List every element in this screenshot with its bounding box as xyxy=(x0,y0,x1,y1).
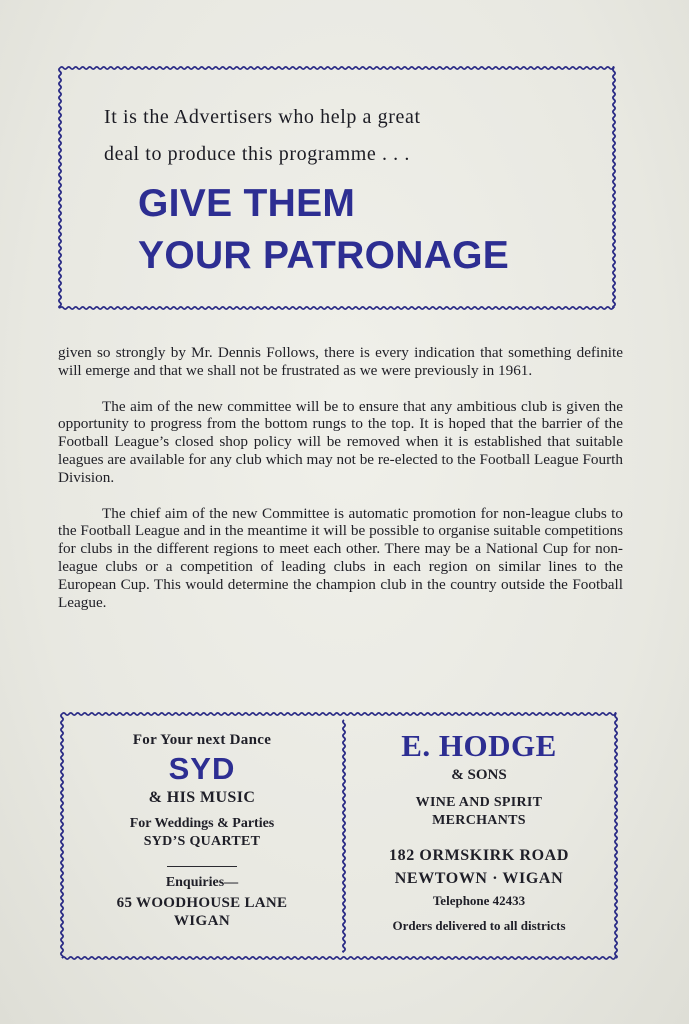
wavy-border-segment xyxy=(343,720,345,952)
syd-subtitle: & HIS MUSIC xyxy=(148,789,256,806)
hodge-name: E. HODGE xyxy=(401,728,557,763)
hodge-delivery: Orders delivered to all districts xyxy=(392,918,566,933)
advertisements-box xyxy=(58,710,620,962)
wavy-border-segment xyxy=(61,714,63,958)
wavy-border-segment xyxy=(615,714,617,958)
wavy-border-segment xyxy=(60,67,614,69)
article-paragraph-3: The chief aim of the new Committee is automatic promotion for non-league clubs to the Football League and in the meantime it will be possible to organise suitable competitions for clubs in the different regions to meet each other. There may be a National Cup for non-league clubs or a competition of leading clubs in each region on similar lines to the European Cup. This would determine the champion club in the country outside the Football League. xyxy=(58,504,623,611)
hodge-advert xyxy=(348,728,610,934)
syd-address-line-1: 65 WOODHOUSE LANE xyxy=(116,895,288,911)
wavy-border-segment xyxy=(59,68,61,308)
notice-headline-1: GIVE THEM xyxy=(138,182,356,225)
article-paragraph-2: The aim of the new committee will be to ensure that any ambitious club is given the opportunity to progress from the bottom rungs to the top. It is hoped that the barrier of the Football League’s closed shop policy will be removed when it is established that suitable leagues are available for any club which may not be re-elected to the Football League Fourth Division. xyxy=(58,397,623,486)
hodge-address-line-2: NEWTOWN · WIGAN xyxy=(394,870,564,887)
patronage-notice-box xyxy=(56,64,618,312)
syd-quartet: SYD’S QUARTET xyxy=(143,834,261,849)
hodge-telephone: Telephone 42433 xyxy=(432,893,526,908)
syd-intro: For Your next Dance xyxy=(132,732,272,748)
notice-line-2: deal to produce this programme . . . xyxy=(104,143,410,165)
wavy-border-segment xyxy=(60,307,614,309)
syd-name: SYD xyxy=(168,751,236,786)
wavy-border-segment xyxy=(613,68,615,308)
syd-address-line-2: WIGAN xyxy=(173,913,231,929)
wavy-border-segment xyxy=(62,713,616,715)
article-text xyxy=(58,344,623,629)
syd-divider-rule xyxy=(167,866,237,867)
hodge-trade-line-1: WINE AND SPIRIT xyxy=(415,795,543,810)
syd-advert xyxy=(66,728,338,930)
article-paragraph-1: given so strongly by Mr. Dennis Follows, there is every indication that something definite will emerge and that we shall not be frustrated as we were previously in 1961. xyxy=(58,344,623,379)
hodge-sons: & SONS xyxy=(451,767,507,783)
hodge-address-line-1: 182 ORMSKIRK ROAD xyxy=(389,847,569,864)
notice-headline-2: YOUR PATRONAGE xyxy=(138,234,510,277)
hodge-trade-line-2: MERCHANTS xyxy=(432,813,526,828)
wavy-border-segment xyxy=(62,957,616,959)
syd-enquiries: Enquiries— xyxy=(165,875,239,890)
syd-occasions: For Weddings & Parties xyxy=(129,816,275,831)
notice-line-1: It is the Advertisers who help a great xyxy=(104,106,421,128)
